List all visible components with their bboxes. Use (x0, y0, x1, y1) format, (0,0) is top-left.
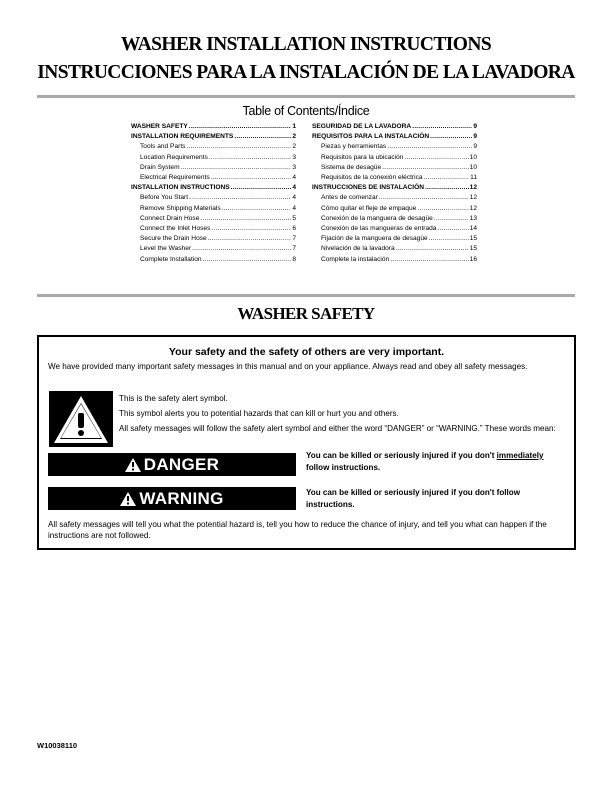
toc-entry (131, 173, 296, 183)
toc-dot-leader (234, 132, 291, 142)
toc-entry-title: INSTALLATION REQUIREMENTS (131, 133, 234, 141)
toc-entry-title: Connect the Inlet Hoses (140, 225, 211, 233)
toc-entry-page: 9 (473, 143, 477, 151)
toc-entry-page: 7 (292, 235, 296, 243)
toc-dot-leader (222, 204, 292, 214)
toc-dot-leader (209, 153, 292, 163)
alert-triangle-icon (120, 492, 136, 506)
toc-entry-title: Nivelación de la lavadora (321, 245, 395, 253)
toc-entry (131, 163, 296, 173)
toc-dot-leader (404, 153, 468, 163)
toc-entry-page: 15 (469, 245, 477, 253)
toc-dot-leader (390, 255, 468, 265)
toc-dot-leader (189, 193, 291, 203)
toc-entry-title: Complete Installation (140, 255, 202, 263)
toc-entry-page: 1 (292, 123, 296, 130)
toc-entry (131, 183, 296, 193)
toc-entry-page: 9 (473, 133, 477, 141)
toc-dot-leader (387, 142, 472, 152)
toc-entry (312, 214, 477, 224)
toc-entry-title: Cómo quitar el fleje de empaque (321, 204, 417, 212)
toc-entry-page: 3 (292, 163, 296, 171)
toc-entry-page: 14 (469, 225, 477, 233)
toc-entry-page: 13 (469, 214, 477, 222)
toc-entry (131, 244, 296, 254)
toc-dot-leader (424, 173, 470, 183)
safety-intro: We have provided many important safety messages in this manual and on your appliance. Always read and obey all safety messages. (48, 362, 528, 371)
toc-dot-leader (382, 163, 469, 173)
toc-dot-leader (181, 163, 292, 173)
toc-entry (312, 163, 477, 173)
warning-description: You can be killed or seriously injured if you don't follow instructions. (306, 488, 521, 509)
toc-entry-page: 15 (469, 235, 477, 243)
toc-entry-page: 4 (292, 184, 296, 192)
toc-entry-title: Tools and Parts (140, 143, 186, 151)
toc-entry (312, 224, 477, 234)
toc-entry (312, 142, 477, 152)
toc-entry-title: Piezas y herramientas (321, 143, 387, 151)
safety-outro: All safety messages will tell you what the potential hazard is, tell you how to reduce the chance of injury, and tell you what can happen if the instructions are not followed. (48, 520, 547, 540)
safety-box-heading: Your safety and the safety of others are very important. (168, 346, 445, 358)
toc-entry-title: Antes de comenzar (321, 194, 378, 202)
toc-entry-title: Sistema de desagüe (321, 163, 382, 171)
toc-entry-page: 12 (469, 204, 477, 212)
toc-dot-leader (211, 224, 291, 234)
symbol-description-1: This is the safety alert symbol. (119, 394, 228, 403)
toc-entry-title: Drain System (140, 163, 180, 171)
danger-emphasis: immediately (496, 451, 544, 460)
toc-entry-title: Fijación de la manguera de desagüe (321, 235, 428, 243)
toc-entry-page: 16 (469, 255, 477, 263)
toc-entry-page: 2 (292, 143, 296, 151)
title-english: WASHER INSTALLATION INSTRUCTIONS (120, 34, 492, 55)
toc-entry (312, 204, 477, 214)
warning-label: WARNING (139, 488, 224, 508)
toc-entry (131, 255, 296, 265)
symbol-description-3: All safety messages will follow the safety alert symbol and either the word “DANGER” or “WARNING.” These words mean: (119, 424, 556, 433)
toc-entry-page: 4 (292, 174, 296, 182)
toc-dot-leader (192, 244, 291, 254)
toc-dot-leader (186, 142, 291, 152)
toc-entry-page: 9 (473, 123, 477, 130)
divider-middle (37, 294, 575, 297)
toc-entry-page: 7 (292, 245, 296, 253)
toc-entry-title: Electrical Requirements (140, 174, 210, 182)
toc-spanish-column (312, 122, 477, 265)
toc-entry (312, 244, 477, 254)
toc-dot-leader (412, 122, 472, 132)
toc-entry-page: 11 (470, 174, 477, 182)
document-number: W10038110 (37, 741, 78, 750)
toc-entry-title: Requisitos para la ubicación (321, 153, 404, 161)
toc-dot-leader (417, 204, 468, 214)
toc-heading: Table of Contents/Índice (242, 104, 370, 118)
toc-entry-title: Conexión de la manguera de desagüe (321, 214, 433, 222)
toc-dot-leader (430, 132, 472, 142)
toc-entry-title: Before You Start (140, 194, 189, 202)
divider-top (37, 95, 575, 98)
toc-entry-page: 12 (469, 184, 477, 192)
toc-entry (131, 142, 296, 152)
toc-entry-title: Location Requirements (140, 153, 208, 161)
toc-entry-page: 4 (292, 204, 296, 212)
toc-entry-title: Conexión de las mangueras de entrada (321, 225, 437, 233)
toc-entry-title: INSTALLATION INSTRUCTIONS (131, 184, 230, 192)
toc-entry (131, 122, 296, 132)
toc-entry-page: 10 (469, 163, 477, 171)
toc-dot-leader (200, 214, 291, 224)
toc-entry-title: Requisitos de la conexión eléctrica (321, 174, 423, 182)
toc-entry (312, 153, 477, 163)
safety-alert-symbol (49, 391, 113, 447)
toc-entry-title: SEGURIDAD DE LA LAVADORA (312, 123, 412, 130)
toc-english-column (131, 122, 296, 265)
toc-dot-leader (425, 183, 469, 193)
danger-label: DANGER (143, 454, 220, 474)
toc-entry (312, 132, 477, 142)
toc-entry-title: Secure the Drain Hose (140, 235, 207, 243)
warning-signal-bar (48, 487, 296, 510)
toc-entry-title: WASHER SAFETY (131, 123, 188, 130)
washer-safety-heading: WASHER SAFETY (237, 304, 375, 323)
toc-entry-title: INSTRUCCIONES DE INSTALACIÓN (312, 184, 424, 192)
toc-dot-leader (231, 183, 292, 193)
toc-entry-title: Connect Drain Hose (140, 214, 200, 222)
toc-entry-title: Remove Shipping Materials (140, 204, 221, 212)
toc-entry-page: 5 (292, 214, 296, 222)
toc-entry (312, 234, 477, 244)
toc-entry (131, 204, 296, 214)
toc-entry (312, 122, 477, 132)
toc-dot-leader (379, 193, 469, 203)
toc-entry (131, 193, 296, 203)
toc-dot-leader (208, 234, 292, 244)
toc-entry (131, 224, 296, 234)
toc-entry-title: Complete la instalación (321, 255, 390, 263)
toc-dot-leader (429, 234, 469, 244)
toc-entry (312, 255, 477, 265)
danger-description: You can be killed or seriously injured if you don't immediately follow instructions. (306, 451, 544, 472)
symbol-description-2: This symbol alerts you to potential hazards that can kill or hurt you and others. (119, 409, 399, 418)
toc-entry-title: REQUISITOS PARA LA INSTALACIÓN (312, 133, 430, 141)
toc-entry-page: 4 (292, 194, 296, 202)
toc-entry-page: 6 (292, 225, 296, 233)
toc-entry-title: Level the Washer (140, 245, 192, 253)
toc-dot-leader (434, 214, 469, 224)
toc-entry (312, 173, 477, 183)
safety-box (37, 335, 576, 550)
toc-dot-leader (189, 122, 292, 132)
toc-dot-leader (211, 173, 292, 183)
toc-entry (131, 214, 296, 224)
toc-entry (312, 183, 477, 193)
toc-entry-page: 8 (292, 255, 296, 263)
toc-entry-page: 3 (292, 153, 296, 161)
toc-dot-leader (396, 244, 469, 254)
alert-triangle-icon (125, 458, 141, 472)
toc-entry-page: 2 (292, 133, 296, 141)
toc-entry (131, 234, 296, 244)
title-spanish: INSTRUCCIONES PARA LA INSTALACIÓN DE LA LAVADORA (37, 62, 575, 83)
warning-triangle-icon (49, 391, 113, 447)
toc-entry (131, 153, 296, 163)
danger-signal-bar (48, 453, 296, 476)
toc-dot-leader (437, 224, 468, 234)
toc-entry (312, 193, 477, 203)
toc-dot-leader (203, 255, 292, 265)
toc-entry-page: 12 (469, 194, 477, 202)
toc-entry (131, 132, 296, 142)
toc-entry-page: 10 (469, 153, 477, 161)
